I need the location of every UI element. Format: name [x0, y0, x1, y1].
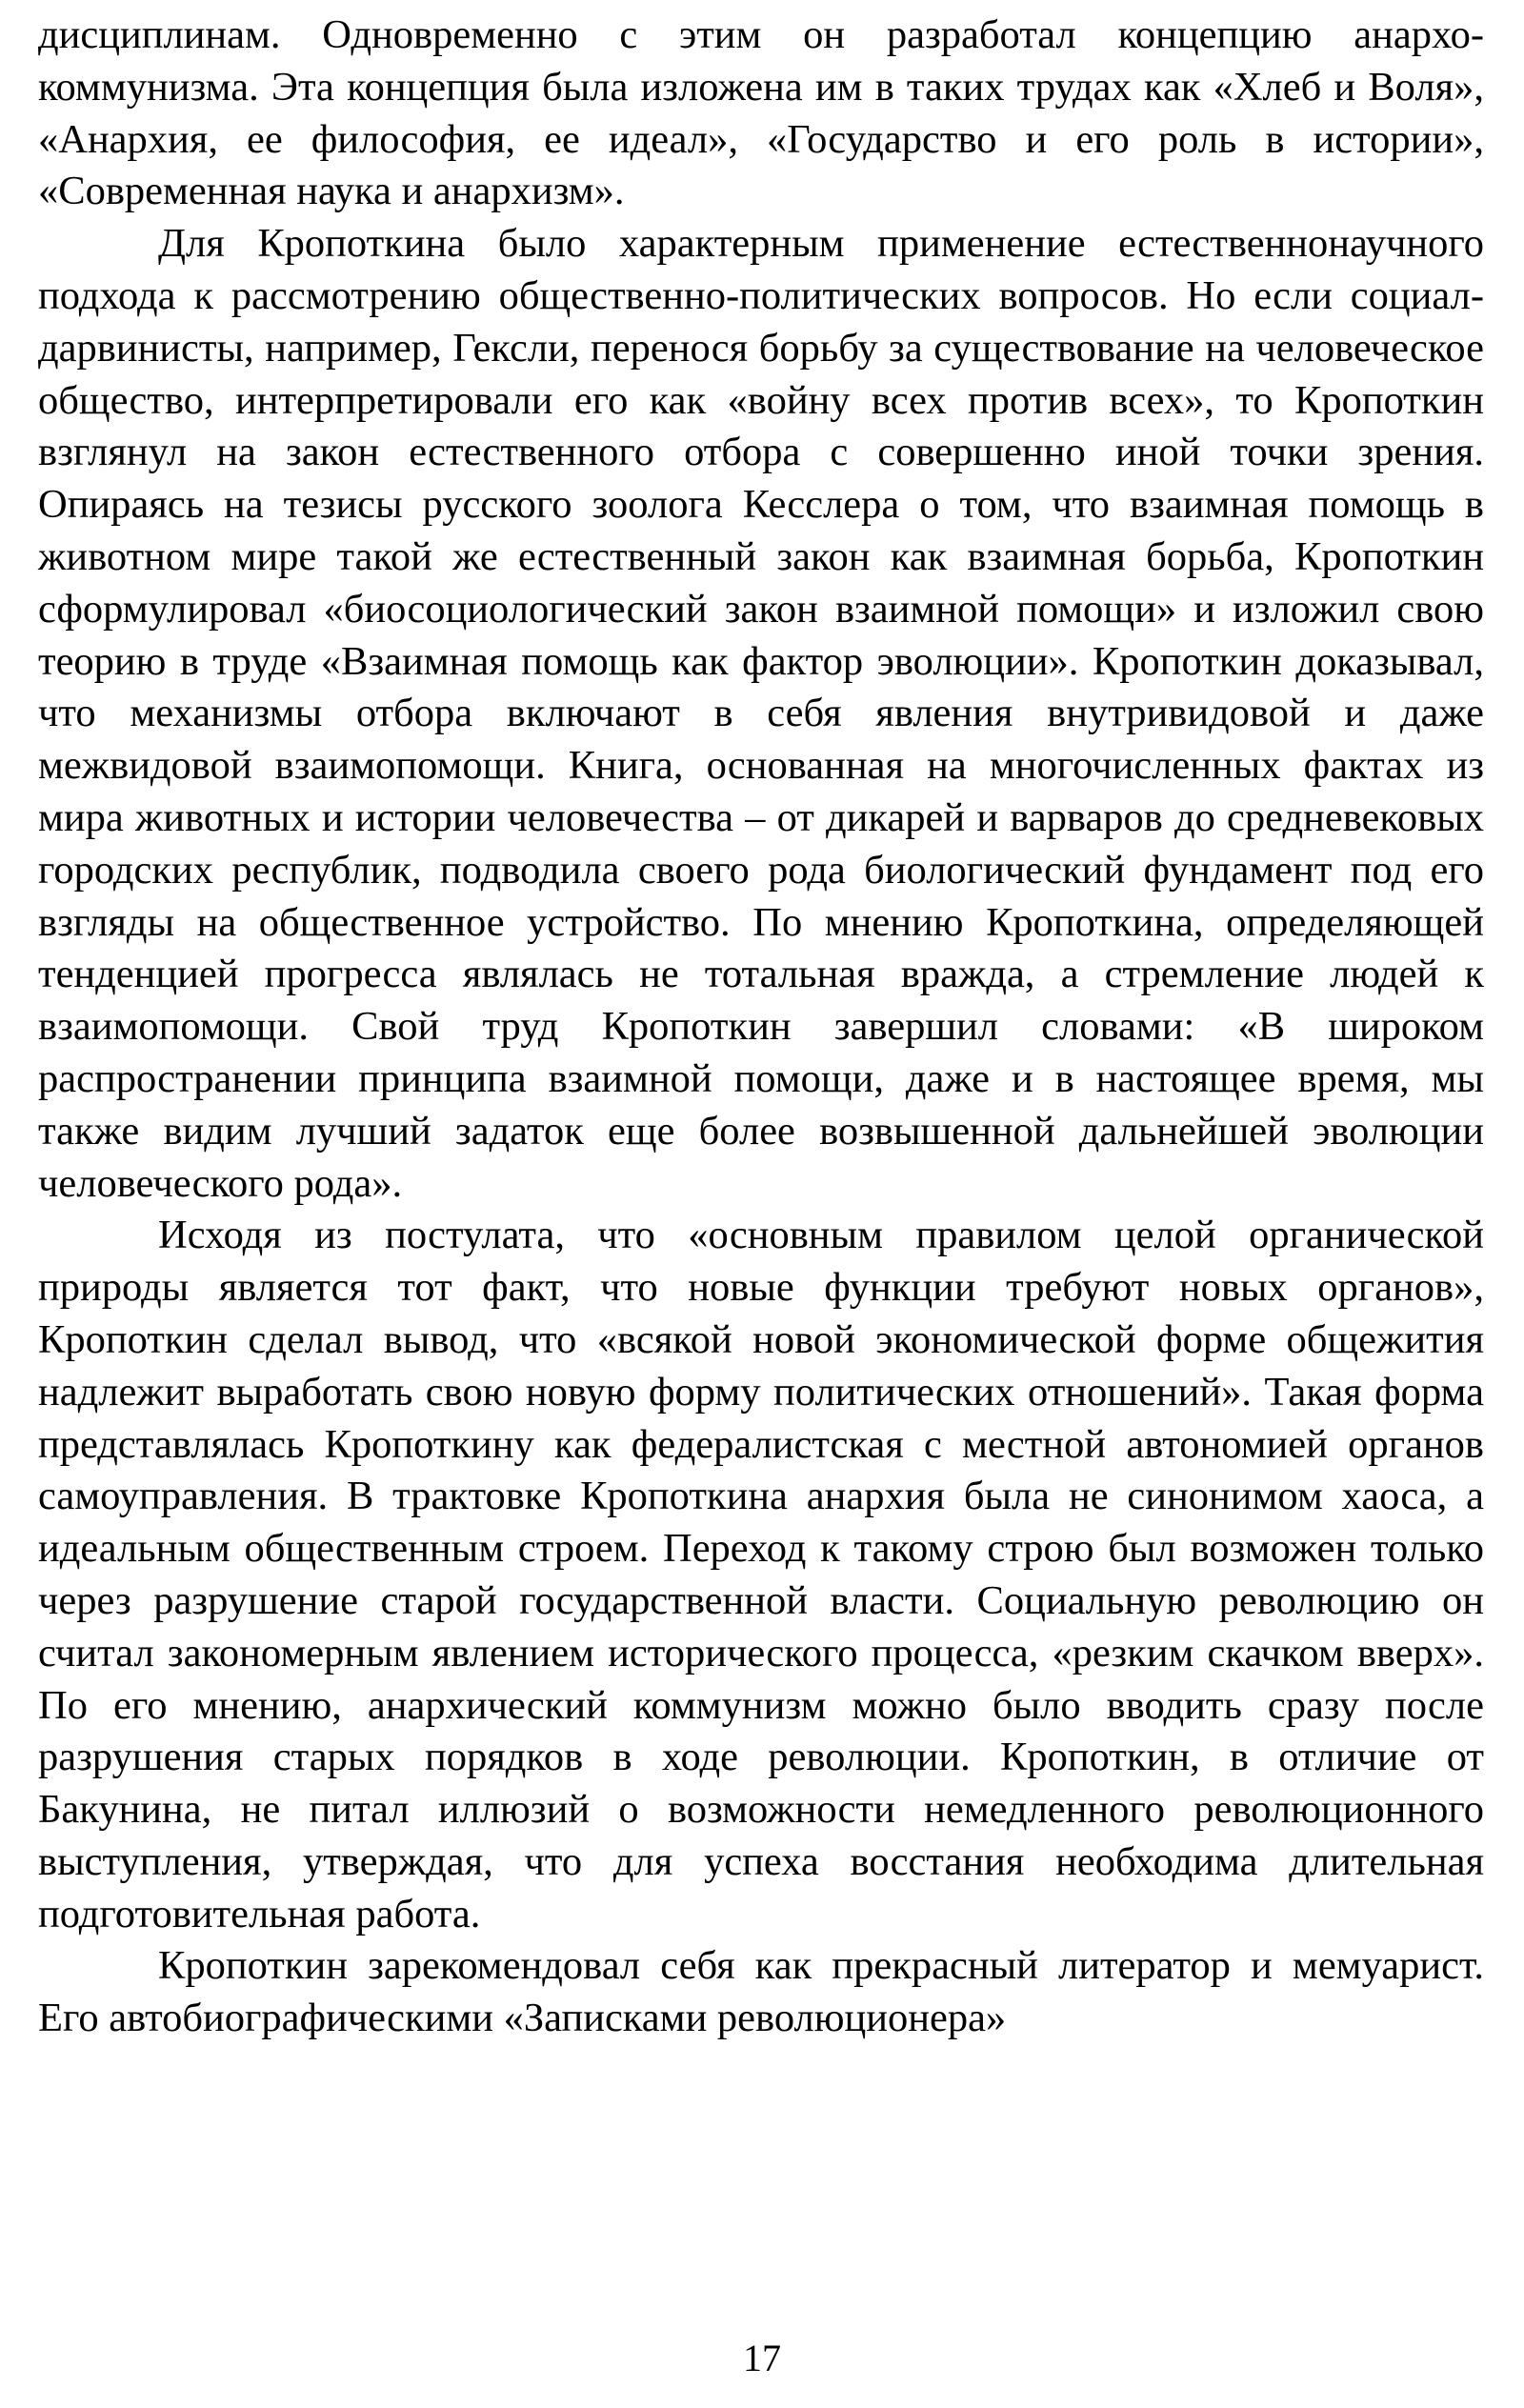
- page-body: [38, 10, 1484, 2045]
- paragraph-mutual-aid: Для Кропоткина было характерным применение естественнонаучного подхода к рассмотрению общественно-политических вопросов. Но если социал-дарвинисты, например, Гексли, перенося борьбу за существование на человеческое общество, интерпретировали его как «войну всех против всех», то Кропоткин взглянул на закон естественного отбора с совершенно иной точки зрения. Опираясь на тезисы русского зоолога Кесслера о том, что взаимная помощь в животном мире такой же естественный закон как взаимная борьба, Кропоткин сформулировал «биосоциологический закон взаимной помощи» и изложил свою теорию в труде «Взаимная помощь как фактор эволюции». Кропоткин доказывал, что механизмы отбора включают в себя явления внутривидовой и даже межвидовой взаимопомощи. Книга, основанная на многочисленных фактах из мира животных и истории человечества – от дикарей и варваров до средневековых городских республик, подводила своего рода биологический фундамент под его взгляды на общественное устройство. По мнению Кропоткина, определяющей тенденцией прогресса являлась не тотальная вражда, а стремление людей к взаимопомощи. Свой труд Кропоткин завершил словами: «В широком распространении принципа взаимной помощи, даже и в настоящее время, мы также видим лучший задаток еще более возвышенной дальнейшей эволюции человеческого рода».: [38, 221, 1484, 1206]
- paragraph-anarchy-theory: Исходя из постулата, что «основным правилом целой органической природы является тот факт, что новые функции требуют новых органов», Кропоткин сделал вывод, что «всякой новой экономической форме общежития надлежит выработать свою новую форму политических отношений». Такая форма представлялась Кропоткину как федералистская с местной автономией органов самоуправления. В трактовке Кропоткина анархия была не синонимом хаоса, а идеальным общественным строем. Переход к такому строю был возможен только через разрушение старой государственной власти. Социальную революцию он считал закономерным явлением исторического процесса, «резким скачком вверх». По его мнению, анархический коммунизм можно было вводить сразу после разрушения старых порядков в ходе революции. Кропоткин, в отличие от Бакунина, не питал иллюзий о возможности немедленного революционного выступления, утверждая, что для успеха восстания необходима длительная подготовительная работа.: [38, 1213, 1484, 1936]
- paragraph-continued: дисциплинам. Одновременно с этим он разработал концепцию анархо-коммунизма. Эта концепция была изложена им в таких трудах как «Хлеб и Воля», «Анархия, ее философия, ее идеал», «Государство и его роль в истории», «Современная наука и анархизм».: [38, 12, 1484, 214]
- paragraph-memoirist: Кропоткин зарекомендовал себя как прекрасный литератор и мемуарист. Его автобиографическими «Записками революционера»: [38, 1943, 1484, 2041]
- page-number: 17: [743, 2337, 781, 2379]
